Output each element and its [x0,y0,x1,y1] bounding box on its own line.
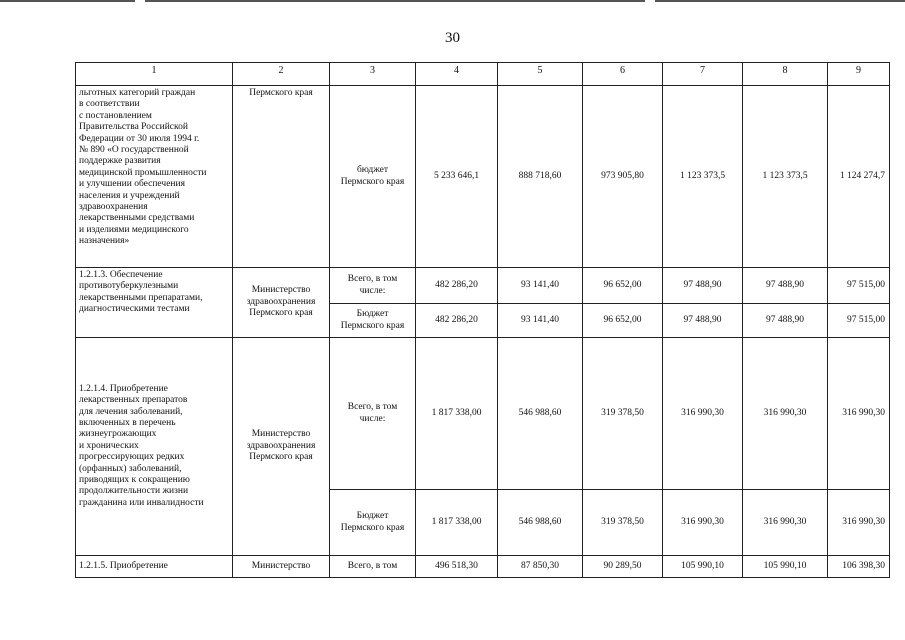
top-edge-line [655,0,905,2]
amount-cell: 97 488,90 [663,304,743,338]
column-header: 9 [828,63,890,86]
amount-cell: 105 990,10 [743,556,828,578]
amount-cell: 1 817 338,00 [416,338,498,490]
amount-cell: 319 378,50 [583,338,663,490]
column-header: 3 [330,63,416,86]
amount-cell: 97 515,00 [828,268,890,304]
measure-name: 1.2.1.5. Приобретение [76,556,233,578]
amount-cell: 482 286,20 [416,268,498,304]
column-header: 6 [583,63,663,86]
funding-source: Бюджет Пермского края [330,490,416,556]
column-header: 5 [498,63,583,86]
funding-source: бюджет Пермского края [330,86,416,268]
amount-cell: 1 817 338,00 [416,490,498,556]
amount-cell: 87 850,30 [498,556,583,578]
amount-cell: 97 488,90 [743,304,828,338]
amount-cell: 546 988,60 [498,490,583,556]
column-numbers-row [76,63,890,86]
column-header: 4 [416,63,498,86]
responsible-executor: Министерство здравоохранения Пермского края [233,268,330,338]
measure-name: 1.2.1.3. Обеспечение противотуберкулезными лекарственными препаратами, диагностическими тестами [76,268,233,338]
measure-name: 1.2.1.4. Приобретение лекарственных препаратов для лечения заболеваний, включенных в перечень жизнеугрожающих и хронических прогрессирующих редких (орфанных) заболеваний, приводящих к сокращению продолжительности жизни гражданина или инвалидности [76,338,233,556]
table-row [76,268,890,304]
funding-source: Всего, в том числе: [330,268,416,304]
page-number: 30 [445,30,460,46]
amount-cell: 1 124 274,7 [828,86,890,268]
amount-cell: 316 990,30 [828,490,890,556]
amount-cell: 888 718,60 [498,86,583,268]
amount-cell: 316 990,30 [743,490,828,556]
column-header: 1 [76,63,233,86]
amount-cell: 97 488,90 [663,268,743,304]
amount-cell: 93 141,40 [498,304,583,338]
amount-cell: 316 990,30 [828,338,890,490]
amount-cell: 96 652,00 [583,304,663,338]
responsible-executor: Пермского края [233,86,330,268]
column-header: 2 [233,63,330,86]
budget-table [75,62,890,578]
amount-cell: 93 141,40 [498,268,583,304]
amount-cell: 106 398,30 [828,556,890,578]
responsible-executor: Министерство здравоохранения Пермского края [233,338,330,556]
funding-source: Бюджет Пермского края [330,304,416,338]
amount-cell: 316 990,30 [663,338,743,490]
funding-source: Всего, в том числе: [330,338,416,490]
amount-cell: 90 289,50 [583,556,663,578]
amount-cell: 546 988,60 [498,338,583,490]
amount-cell: 96 652,00 [583,268,663,304]
amount-cell: 316 990,30 [743,338,828,490]
amount-cell: 1 123 373,5 [743,86,828,268]
amount-cell: 319 378,50 [583,490,663,556]
amount-cell: 105 990,10 [663,556,743,578]
responsible-executor: Министерство [233,556,330,578]
table-row [76,338,890,490]
amount-cell: 97 515,00 [828,304,890,338]
amount-cell: 97 488,90 [743,268,828,304]
amount-cell: 1 123 373,5 [663,86,743,268]
table-row [76,556,890,578]
amount-cell: 482 286,20 [416,304,498,338]
column-header: 7 [663,63,743,86]
amount-cell: 973 905,80 [583,86,663,268]
top-edge-line [145,0,645,2]
funding-source: Всего, в том [330,556,416,578]
top-edge-line [0,0,135,2]
column-header: 8 [743,63,828,86]
measure-name: льготных категорий граждан в соответствии с постановлением Правительства Российской Федерации от 30 июля 1994 г. № 890 «О государственной поддержке развития медицинской промышленности и улучшении обеспечения населения и учреждений здравоохранения лекарственными средствами и изделиями медицинского назначения» [76,86,233,268]
table-row [76,86,890,268]
amount-cell: 316 990,30 [663,490,743,556]
amount-cell: 5 233 646,1 [416,86,498,268]
amount-cell: 496 518,30 [416,556,498,578]
